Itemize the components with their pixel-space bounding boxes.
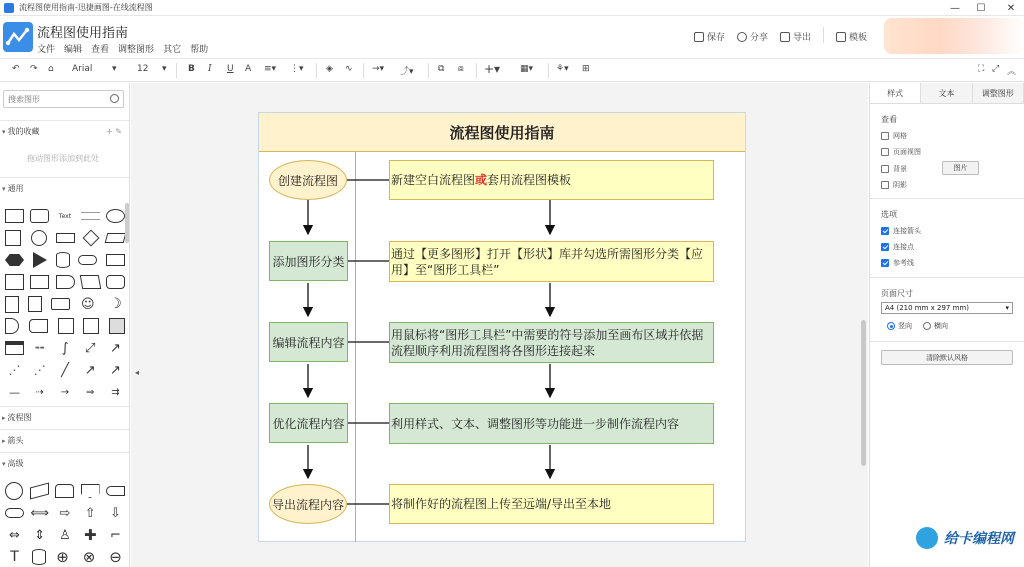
section-favorites[interactable]: ▾ 我的收藏 + ✎: [0, 120, 130, 142]
data-storage-shape[interactable]: [56, 275, 75, 289]
landscape-radio[interactable]: 横向: [923, 321, 948, 331]
tab-text[interactable]: 文本: [921, 83, 972, 103]
flow-desc-edit[interactable]: 用鼠标将“图形工具栏”中需要的符号添加至画布区域并依据流程顺序利用流程图将各图形连接起来: [389, 322, 714, 363]
checkbox-checked-icon: [881, 227, 889, 235]
swimlane-shape[interactable]: [5, 341, 24, 355]
connect-arrows-checkbox[interactable]: 连接箭头: [881, 226, 921, 236]
process-double-shape[interactable]: [109, 318, 125, 334]
promo-banner[interactable]: [884, 18, 1024, 54]
export-button[interactable]: 导出: [780, 30, 811, 43]
add-favorite-icon[interactable]: + ✎: [106, 127, 122, 136]
checkbox-checked-icon: [881, 259, 889, 267]
menu-arrange[interactable]: 调整图形: [118, 45, 155, 55]
textbox-shape[interactable]: [81, 212, 100, 220]
hexagon-shape[interactable]: [5, 254, 24, 266]
crescent-shape[interactable]: ☽: [109, 296, 122, 312]
grid-checkbox[interactable]: 网格: [881, 131, 907, 141]
chevron-down-icon: ▾: [1005, 304, 1009, 312]
manual-input-shape[interactable]: [30, 482, 49, 499]
arrow-double-icon[interactable]: ⇒: [86, 386, 95, 398]
square-shape[interactable]: [5, 230, 21, 246]
shape-search[interactable]: [3, 90, 124, 108]
size-dropdown-icon[interactable]: ▾: [162, 64, 167, 74]
panel-divider: [870, 341, 1024, 342]
menu-help[interactable]: 帮助: [190, 45, 209, 55]
view-section-label: 查看: [881, 115, 897, 124]
toolbar-separator: [316, 63, 317, 78]
arrow-left-right-icon[interactable]: ⟺: [30, 505, 50, 521]
tab-style[interactable]: 样式: [870, 83, 921, 103]
pill-shape[interactable]: [5, 508, 24, 518]
guides-checkbox[interactable]: 参考线: [881, 258, 914, 268]
checkbox-icon: [881, 165, 889, 173]
t-shape[interactable]: T: [10, 549, 19, 565]
list-shape[interactable]: ▬▬: [35, 345, 45, 351]
app-header: [0, 16, 1024, 56]
menu-other[interactable]: 其它: [163, 45, 182, 55]
collapse-icon: ▸: [2, 413, 6, 422]
document-shape[interactable]: [106, 254, 125, 266]
maximize-button[interactable]: ☐: [976, 2, 986, 14]
format-panel: [869, 83, 1024, 567]
cross-shape[interactable]: ✚: [83, 526, 97, 544]
line-horizontal-icon[interactable]: —: [9, 385, 20, 399]
internal-storage-shape[interactable]: [5, 274, 24, 290]
toolbar-separator: [428, 63, 429, 78]
watermark: [916, 527, 1014, 549]
triangle-shape[interactable]: [33, 252, 47, 268]
flow-node-export[interactable]: 导出流程内容: [269, 484, 347, 524]
share-icon: [737, 32, 747, 42]
cube-shape[interactable]: [30, 275, 49, 289]
window-title: 流程图使用指南-迅捷画图-在线流程图: [19, 3, 153, 12]
tab-arrange[interactable]: 调整图形: [973, 83, 1024, 103]
arrow-diagonal-icon[interactable]: ↗: [110, 340, 121, 356]
italic-icon[interactable]: I: [208, 64, 212, 74]
to-front-icon[interactable]: ⧉: [438, 64, 445, 74]
ellipse-shape[interactable]: [106, 209, 125, 223]
parallelogram-shape[interactable]: [105, 233, 127, 243]
arrow-right-icon[interactable]: →: [60, 386, 70, 398]
flow-node-optimize[interactable]: 优化流程内容: [269, 403, 348, 443]
flow-node-create[interactable]: 创建流程图: [269, 160, 347, 200]
or-shape[interactable]: ⊕: [56, 548, 69, 566]
sidebar-scrollbar[interactable]: [125, 203, 129, 243]
connection-points-checkbox[interactable]: 连接点: [881, 242, 914, 252]
save-button[interactable]: 保存: [694, 30, 725, 43]
terminator-shape[interactable]: [106, 486, 125, 496]
arrow-line-icon[interactable]: ↗: [84, 362, 96, 378]
vertical-align-icon[interactable]: ⋮▾: [290, 64, 304, 74]
flow-node-edit[interactable]: 编辑流程内容: [269, 322, 348, 362]
dotted-line-icon[interactable]: ⋰: [33, 363, 46, 377]
process-shape[interactable]: [56, 233, 75, 243]
database-shape[interactable]: [32, 549, 46, 565]
page-view-checkbox[interactable]: 页面视图: [881, 147, 921, 157]
watermark-logo-icon: [916, 527, 938, 549]
menu-file[interactable]: 文件: [37, 45, 56, 55]
arrow-thick-icon[interactable]: ⇉: [111, 386, 120, 398]
font-color-icon[interactable]: A: [245, 64, 252, 74]
expand-icon: ▾: [2, 127, 6, 136]
toolbar-separator: [363, 63, 364, 78]
template-button[interactable]: 模板: [836, 30, 867, 43]
favorites-hint: 拖动图形添加到此处: [27, 154, 99, 163]
collapse-icon: ▸: [2, 436, 6, 445]
actor-icon[interactable]: ☺: [80, 296, 95, 312]
redo-icon[interactable]: ↷: [30, 64, 38, 74]
arrow-down-fat-icon[interactable]: ⇩: [110, 505, 121, 521]
app-logo-icon: [3, 22, 33, 52]
arrow-horizontal-double-icon[interactable]: ⇔: [9, 527, 20, 543]
font-size-select[interactable]: 12: [137, 64, 149, 74]
page-size-select[interactable]: A4 (210 mm x 297 mm) ▾: [881, 302, 1013, 314]
bidirectional-arrow-icon[interactable]: ⤢: [85, 340, 96, 356]
bold-icon[interactable]: B: [188, 64, 195, 74]
corner-shape[interactable]: ⌐: [110, 527, 121, 543]
checkbox-checked-icon: [881, 243, 889, 251]
cloud-shape[interactable]: [78, 255, 97, 265]
shapes-sidebar: [0, 83, 130, 567]
flow-desc-optimize[interactable]: 利用样式、文本、调整图形等功能进一步制作流程内容: [389, 403, 714, 444]
diagram-page[interactable]: [258, 112, 746, 542]
diamond-shape[interactable]: [82, 230, 99, 247]
circle-adv-shape[interactable]: [5, 482, 23, 500]
note-shape[interactable]: [5, 296, 19, 313]
close-button[interactable]: ✕: [1006, 2, 1016, 14]
radio-selected-icon: [887, 322, 895, 330]
flow-desc-add-category[interactable]: 通过【更多图形】打开【形状】库并勾选所需图形分类【应用】至“图形工具栏”: [389, 241, 714, 282]
options-section-label: 选项: [881, 210, 897, 219]
card-shape[interactable]: [28, 296, 42, 312]
user-icon[interactable]: ♙: [59, 527, 71, 543]
underline-icon[interactable]: U: [227, 64, 234, 74]
panel-divider: [870, 198, 1024, 199]
arrow-vertical-double-icon[interactable]: ⇕: [34, 527, 46, 543]
save-icon: [694, 32, 704, 42]
fullscreen-icon[interactable]: ⛶: [978, 64, 985, 74]
cylinder-shape[interactable]: [56, 252, 70, 268]
toolbar-separator: [176, 63, 177, 78]
header-separator: [823, 27, 824, 43]
flow-desc-create[interactable]: 新建空白流程图 或 套用流程图模板: [389, 160, 714, 200]
window-titlebar: [0, 0, 1024, 16]
arrow-right-fat-icon[interactable]: ⇨: [59, 505, 71, 521]
arrow-line-bold-icon[interactable]: ↗: [110, 362, 121, 378]
canvas-scrollbar[interactable]: [861, 320, 866, 466]
advanced-shapes-grid: [5, 480, 125, 567]
rounded-rectangle-shape[interactable]: [30, 209, 49, 223]
delay-shape[interactable]: [5, 318, 19, 334]
offpage-shape[interactable]: [81, 484, 100, 498]
connection-style-icon[interactable]: →▾: [372, 64, 385, 74]
line-icon[interactable]: ╱: [61, 362, 69, 378]
header-actions: [694, 30, 867, 43]
trapezoid-shape[interactable]: [80, 275, 101, 289]
search-icon[interactable]: [110, 94, 119, 103]
collapse-toolbar-icon[interactable]: ︽: [1007, 67, 1017, 77]
to-back-icon[interactable]: ⧈: [458, 64, 464, 74]
flow-node-add-category[interactable]: 添加图形分类: [269, 241, 348, 281]
menu-bar: [37, 42, 208, 55]
shape-search-input[interactable]: [4, 91, 104, 107]
background-image-button[interactable]: 图片: [942, 161, 979, 175]
section-arrows[interactable]: ▸ 箭头: [0, 429, 130, 451]
insert-icon[interactable]: +▾: [484, 62, 501, 76]
checkbox-icon: [881, 132, 889, 140]
checkbox-icon: [881, 148, 889, 156]
expand-icon: ▾: [2, 184, 6, 193]
format-tabs: [870, 83, 1024, 104]
arrow-up-fat-icon[interactable]: ⇧: [84, 505, 96, 521]
radio-icon: [923, 322, 931, 330]
clear-default-style-button[interactable]: 清除默认风格: [881, 350, 1013, 365]
fit-page-icon[interactable]: ⤢: [992, 64, 1000, 74]
checkbox-icon: [881, 181, 889, 189]
template-icon: [836, 32, 846, 42]
toolbar-separator: [548, 63, 549, 78]
page-size-label: 页面尺寸: [881, 289, 913, 298]
loop-limit-shape[interactable]: [55, 484, 74, 498]
font-family-select[interactable]: Arial: [72, 64, 93, 74]
table-icon[interactable]: ▦▾: [520, 64, 534, 74]
container-shape[interactable]: [58, 318, 74, 334]
sidebar-collapse-handle-icon[interactable]: ◂: [135, 368, 140, 377]
align-icon[interactable]: ≡▾: [264, 64, 277, 74]
lane-divider: [355, 152, 356, 542]
line-color-icon[interactable]: ∿: [345, 64, 353, 74]
frame-shape[interactable]: [83, 318, 99, 334]
rectangle-shape[interactable]: [5, 209, 24, 223]
summing-junction-shape[interactable]: ⊗: [82, 548, 96, 566]
panel-divider: [870, 277, 1024, 278]
circle-line-shape[interactable]: ⊖: [109, 548, 122, 566]
tape-shape[interactable]: [106, 275, 125, 289]
shadow-checkbox[interactable]: 阴影: [881, 180, 907, 190]
diagram-title[interactable]: 流程图使用指南: [259, 113, 745, 152]
clear-format-icon[interactable]: ⚘▾: [556, 64, 569, 74]
waypoint-style-icon[interactable]: ⤴▾: [400, 67, 414, 77]
font-dropdown-icon[interactable]: ▾: [112, 64, 117, 74]
undo-icon[interactable]: ↶: [12, 64, 20, 74]
circle-shape[interactable]: [31, 230, 47, 246]
format-toolbar: [0, 58, 1024, 82]
general-shapes-grid: [5, 205, 125, 403]
toolbar-separator: [476, 63, 477, 78]
flow-desc-export[interactable]: 将制作好的流程图上传至远端/导出至本地: [389, 484, 714, 524]
minimize-button[interactable]: —: [950, 2, 960, 14]
portrait-radio[interactable]: 竖向: [887, 321, 912, 331]
share-button[interactable]: 分享: [737, 30, 768, 43]
display-shape[interactable]: [29, 319, 48, 333]
app-icon: [4, 3, 14, 13]
grid-layout-icon[interactable]: ⊞: [582, 64, 590, 74]
fill-color-icon[interactable]: ◈: [326, 64, 333, 74]
document-title[interactable]: 流程图使用指南: [37, 26, 129, 41]
menu-edit[interactable]: 编辑: [64, 45, 83, 55]
section-flowchart[interactable]: ▸ 流程图: [0, 406, 130, 428]
watermark-text: 给卡编程网: [944, 531, 1014, 547]
dashed-line-icon[interactable]: ⋰: [8, 363, 21, 377]
section-advanced[interactable]: ▾ 高级: [0, 452, 130, 474]
curve-connector-icon[interactable]: ∫: [61, 340, 69, 356]
text-shape[interactable]: Text: [58, 212, 72, 220]
format-paint-icon[interactable]: ⌂: [48, 64, 54, 74]
section-general[interactable]: ▾ 通用: [0, 177, 130, 199]
export-icon: [780, 32, 790, 42]
arrow-dash-icon[interactable]: ⇢: [35, 386, 44, 398]
background-checkbox[interactable]: 背景: [881, 164, 907, 174]
expand-icon: ▾: [2, 459, 6, 468]
callout-shape[interactable]: [51, 298, 70, 310]
menu-view[interactable]: 查看: [91, 45, 110, 55]
